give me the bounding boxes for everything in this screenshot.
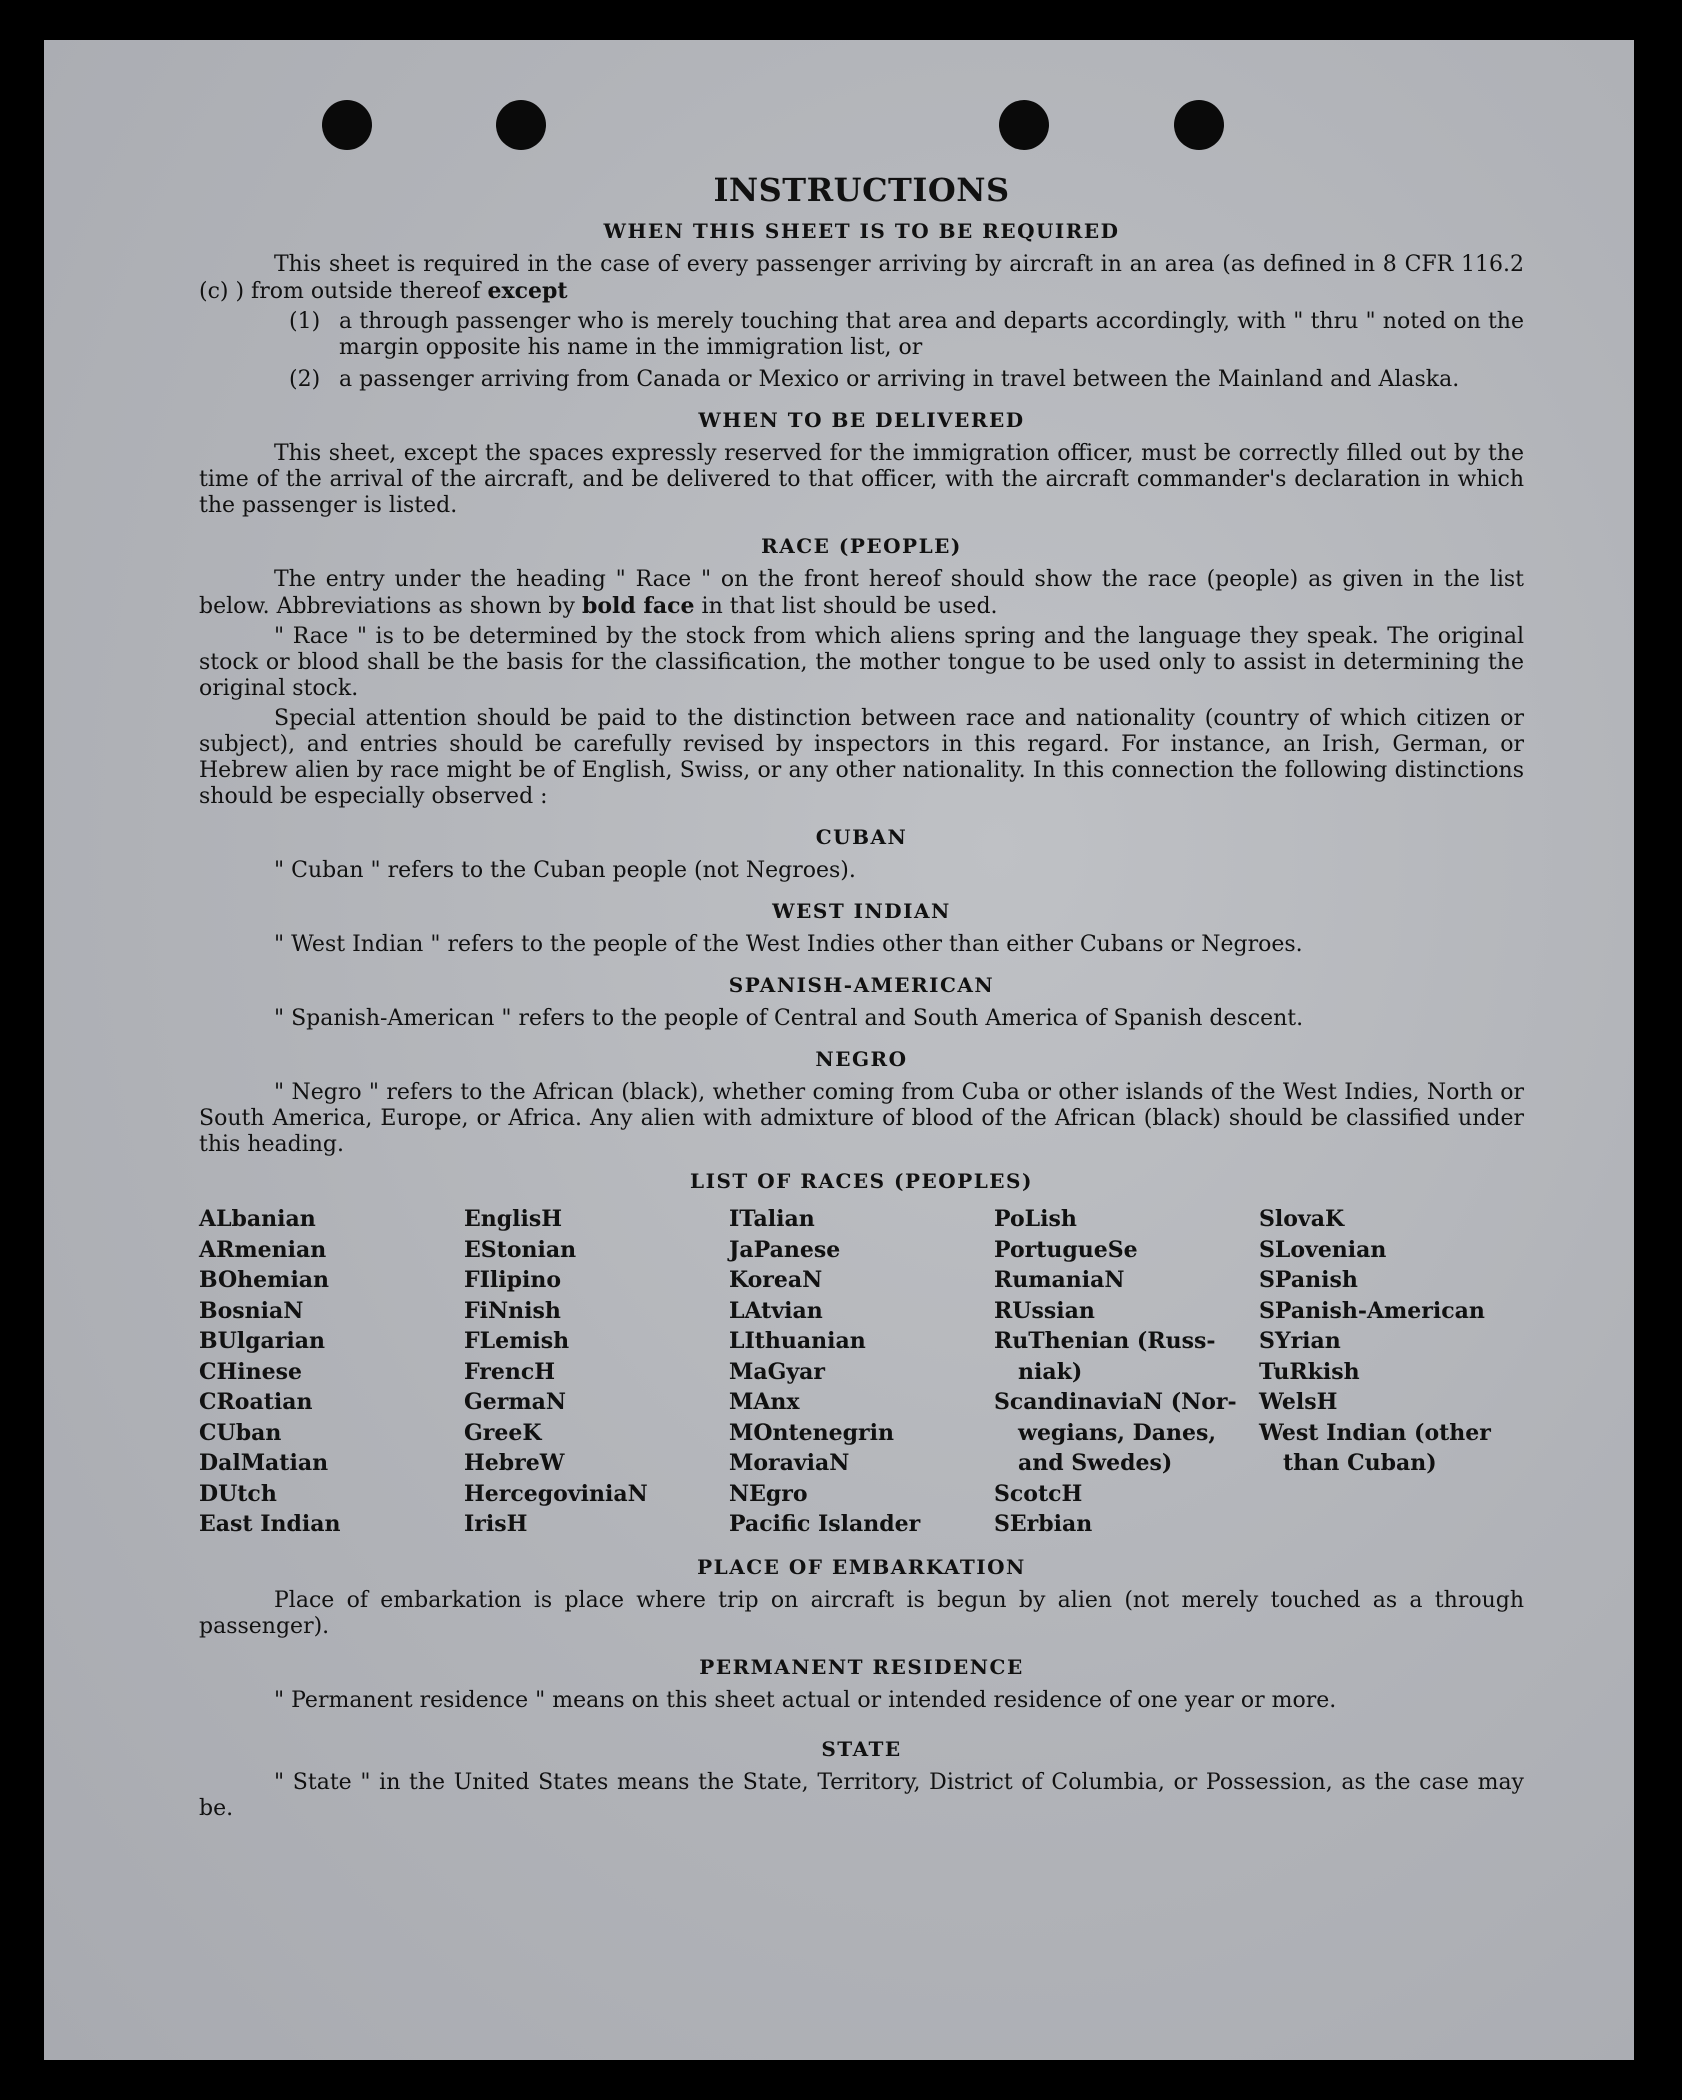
race-entry: SErbian <box>994 1511 1093 1537</box>
races-column-3 <box>729 1204 994 1540</box>
races-column-1 <box>199 1204 464 1540</box>
heading-cuban: CUBAN <box>815 825 908 849</box>
race-entry: MAnx <box>729 1389 800 1415</box>
heading-race: RACE (PEOPLE) <box>761 534 962 558</box>
document-sheet <box>44 40 1634 2060</box>
race-entry: DalMatian <box>199 1450 329 1476</box>
races-column-5 <box>1259 1204 1524 1540</box>
spanish-american-text: " Spanish-American " refers to the people of Central and South America of Spanish descent. <box>274 1006 1304 1031</box>
race-entry: ITalian <box>729 1206 815 1232</box>
race-entry: PortugueSe <box>994 1236 1138 1263</box>
race-entry: EnglisH <box>464 1206 563 1232</box>
race-entry: RuThenian (Russ- <box>994 1328 1216 1354</box>
heading-embarkation: PLACE OF EMBARKATION <box>697 1554 1026 1579</box>
heading-delivered: WHEN TO BE DELIVERED <box>698 408 1025 432</box>
exception-item-2: (2) a passenger arriving from Canada or Mexico or arriving in travel between the Mainland and Alaska. <box>289 367 1460 392</box>
race-entry: CHinese <box>199 1358 303 1385</box>
race-entry: WelsH <box>1259 1389 1338 1415</box>
negro-text: " Negro " refers to the African (black), whether coming from Cuba or other islands of the West Indies, North or South America, Europe, or Africa. Any alien with admixture of blood of the African (black) should be classified under this heading. <box>199 1080 1524 1157</box>
race-entry: Pacific Islander <box>729 1511 921 1537</box>
race-entry: MoraviaN <box>729 1450 850 1476</box>
instructions-content <box>199 170 1524 1822</box>
heading-required: WHEN THIS SHEET IS TO BE REQUIRED <box>603 219 1120 243</box>
race-entry: LIthuanian <box>729 1328 866 1354</box>
race-entry: RumaniaN <box>994 1267 1125 1293</box>
race-entry: FLemish <box>464 1328 570 1354</box>
heading-west-indian: WEST INDIAN <box>772 899 951 923</box>
punch-hole <box>496 100 546 150</box>
race-entry: niak) <box>1018 1358 1083 1385</box>
race-entry: JaPanese <box>729 1236 841 1263</box>
race-entry: TuRkish <box>1259 1358 1360 1385</box>
race-entry: FrencH <box>464 1358 555 1385</box>
race-paragraph-2: " Race " is to be determined by the stock from which aliens spring and the language they speak. The original stock or blood shall be the basis for the classification, the mother tongue to be used only to assist in determining the original stock. <box>199 624 1524 701</box>
race-entry: SlovaK <box>1259 1206 1345 1232</box>
races-list <box>199 1204 1524 1540</box>
race-entry: West Indian (other <box>1259 1419 1491 1446</box>
race-entry: FIlipino <box>464 1267 562 1293</box>
heading-spanish-american: SPANISH-AMERICAN <box>728 973 995 997</box>
race-entry: East Indian <box>199 1511 341 1537</box>
race-entry: BOhemian <box>199 1267 330 1293</box>
heading-state: STATE <box>821 1736 902 1761</box>
heading-list-of-races: LIST OF RACES (PEOPLES) <box>690 1169 1033 1193</box>
race-entry: BUlgarian <box>199 1328 325 1354</box>
race-entry: ALbanian <box>199 1206 316 1232</box>
race-entry: BosniaN <box>199 1297 304 1324</box>
race-entry: DUtch <box>199 1480 277 1507</box>
heading-permanent-residence: PERMANENT RESIDENCE <box>699 1654 1024 1679</box>
race-entry: EStonian <box>464 1236 577 1263</box>
race-entry: than Cuban) <box>1283 1450 1437 1476</box>
heading-negro: NEGRO <box>815 1047 908 1071</box>
race-entry: RUssian <box>994 1297 1095 1324</box>
race-entry: ARmenian <box>199 1236 327 1263</box>
race-paragraph-1: The entry under the heading " Race " on the front hereof should show the race (people) as given in the list below. Abbreviations as shown by bold face in that list should be used. <box>199 567 1524 619</box>
race-entry: MaGyar <box>729 1358 826 1385</box>
race-entry: CRoatian <box>199 1389 313 1415</box>
race-entry: GermaN <box>464 1389 567 1415</box>
race-entry: HercegoviniaN <box>464 1480 648 1507</box>
cuban-text: " Cuban " refers to the Cuban people (not Negroes). <box>274 858 856 883</box>
race-entry: and Swedes) <box>1018 1450 1173 1476</box>
race-paragraph-3: Special attention should be paid to the distinction between race and nationality (country of which citizen or subject), and entries should be carefully revised by inspectors in this regard. For instance, an Irish, German, or Hebrew alien by race might be of English, Swiss, or any other nationality. In this connection the following distinctions should be especially observed : <box>199 706 1524 809</box>
races-column-4 <box>994 1204 1259 1540</box>
race-entry: CUban <box>199 1419 282 1446</box>
delivered-text: This sheet, except the spaces expressly reserved for the immigration officer, must be correctly filled out by the time of the arrival of the aircraft, and be delivered to that officer, with the aircraft commander's declaration in which the passenger is listed. <box>199 441 1524 518</box>
west-indian-text: " West Indian " refers to the people of the West Indies other than either Cubans or Negroes. <box>274 932 1303 957</box>
race-entry: ScotcH <box>994 1480 1083 1507</box>
race-entry: GreeK <box>464 1419 542 1446</box>
race-entry: SPanish-American <box>1259 1297 1485 1324</box>
required-intro: This sheet is required in the case of every passenger arriving by aircraft in an area (as defined in 8 CFR 116.2 (c) ) from outside thereof except <box>199 252 1524 304</box>
race-entry: HebreW <box>464 1450 565 1476</box>
punch-hole <box>1174 100 1224 150</box>
page-title: INSTRUCTIONS <box>713 171 1010 209</box>
race-entry: FiNnish <box>464 1297 561 1324</box>
race-entry: LAtvian <box>729 1297 823 1324</box>
punch-hole <box>999 100 1049 150</box>
races-column-2 <box>464 1204 729 1540</box>
race-entry: KoreaN <box>729 1267 823 1293</box>
exception-item-1: (1) a through passenger who is merely touching that area and departs accordingly, with " thru " noted on the margin opposite his name in the immigration list, or <box>289 309 1524 360</box>
race-entry: SYrian <box>1259 1328 1341 1354</box>
race-entry: SPanish <box>1259 1267 1358 1293</box>
residence-text: " Permanent residence " means on this sheet actual or intended residence of one year or more. <box>274 1687 1337 1713</box>
embarkation-text: Place of embarkation is place where trip on aircraft is begun by alien (not merely touched as a through passenger). <box>199 1587 1524 1639</box>
race-entry: IrisH <box>464 1511 528 1537</box>
race-entry: SLovenian <box>1259 1236 1387 1263</box>
race-entry: ScandinaviaN (Nor- <box>994 1389 1237 1415</box>
race-entry: PoLish <box>994 1206 1077 1232</box>
race-entry: NEgro <box>729 1480 808 1507</box>
state-text: " State " in the United States means the State, Territory, District of Columbia, or Possession, as the case may be. <box>199 1769 1524 1821</box>
race-entry: MOntenegrin <box>729 1419 894 1446</box>
race-entry: wegians, Danes, <box>1018 1419 1216 1446</box>
punch-hole <box>322 100 372 150</box>
